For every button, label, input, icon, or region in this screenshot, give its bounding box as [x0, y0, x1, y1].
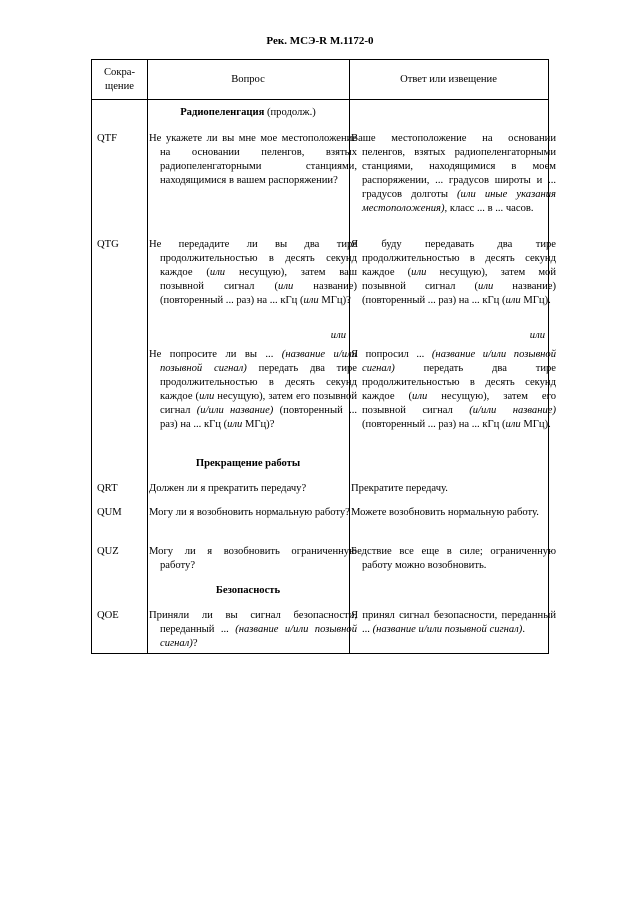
or-separator-answer: или	[529, 330, 545, 341]
answer-qoe: Я принял сигнал безопасности, переданный ... (название и/или позывной сигнал).	[351, 610, 556, 635]
question-qtg-1: Не передадите ли вы два тире продолжительностью в десять секунд каждое (или несущую), затем ваш позывной сигнал (или название) (повторенный ... раз) на ... кГц (или МГц)?	[149, 239, 358, 306]
code-qtg: QTG	[97, 239, 119, 250]
question-qoe: Приняли ли вы сигнал безопасности, переданный ... (название и/или позывной сигнал)?	[149, 610, 357, 649]
code-qtf: QTF	[97, 133, 118, 144]
column-divider	[147, 60, 148, 653]
page-header: Рек. МСЭ-R M.1172-0	[266, 35, 374, 47]
answer-qum: Можете возобновить нормальную работу.	[351, 507, 539, 518]
answer-qrt: Прекратите передачу.	[351, 483, 448, 494]
column-header-question: Вопрос	[231, 74, 265, 85]
question-qtg-2: Не попросите ли вы ... (название и/или позывной сигнал) передать два тире продолжительностью в десять секунд каждое (или несущую), затем его позывной сигнал (и/или название) (повторенный ... раз) на ... кГц (или МГц)?	[149, 349, 357, 430]
header-divider	[92, 99, 548, 100]
code-quz: QUZ	[97, 546, 119, 557]
answer-qtg-1: Я буду передавать два тире продолжительностью в десять секунд каждое (или несущую), затем мой позывной сигнал (или название) (повторенный ... раз) на ... кГц (или МГц).	[351, 239, 557, 306]
code-qum: QUM	[97, 507, 122, 518]
answer-qtg-2: Я попросил ... (название и/или позывной сигнал) передать два тире продолжительностью в десять секунд каждое (или несущую), затем его позывной сигнал (и/или название) (повторенный ... раз) на ... кГц (или МГц).	[351, 349, 557, 430]
question-quz: Могу ли я возобновить ограниченную работу?	[149, 546, 357, 571]
section-title-stop: Прекращение работы	[195, 458, 301, 469]
code-qoe: QOE	[97, 610, 119, 621]
column-header-abbr: Сокра- щение	[103, 67, 136, 92]
question-qum: Могу ли я возобновить нормальную работу?	[149, 507, 350, 518]
column-header-answer: Ответ или извещение	[400, 74, 497, 85]
question-qtf: Не укажете ли вы мне мое местоположение на основании пеленгов, взятых радиопеленгаторными станциями, находящимися в вашем распоряжении?	[149, 133, 357, 186]
or-separator-question: или	[330, 330, 346, 341]
code-qrt: QRT	[97, 483, 118, 494]
answer-quz: Бедствие все еще в силе; ограниченную работу можно возобновить.	[351, 546, 556, 571]
q-code-table	[91, 59, 557, 654]
question-qrt: Должен ли я прекратить передачу?	[149, 483, 307, 494]
section-title-safety: Безопасность	[215, 585, 281, 596]
answer-qtf: Ваше местоположение на основании пеленгов, взятых радиопеленгаторными станциями, находящимися в моем распоряжении, ... градусов широты и ... градусов долготы (или иные указания местоположения), класс ... в ... часов.	[351, 133, 556, 214]
section-title-direction-finding: Радиопеленгация (продолж.)	[180, 107, 316, 118]
